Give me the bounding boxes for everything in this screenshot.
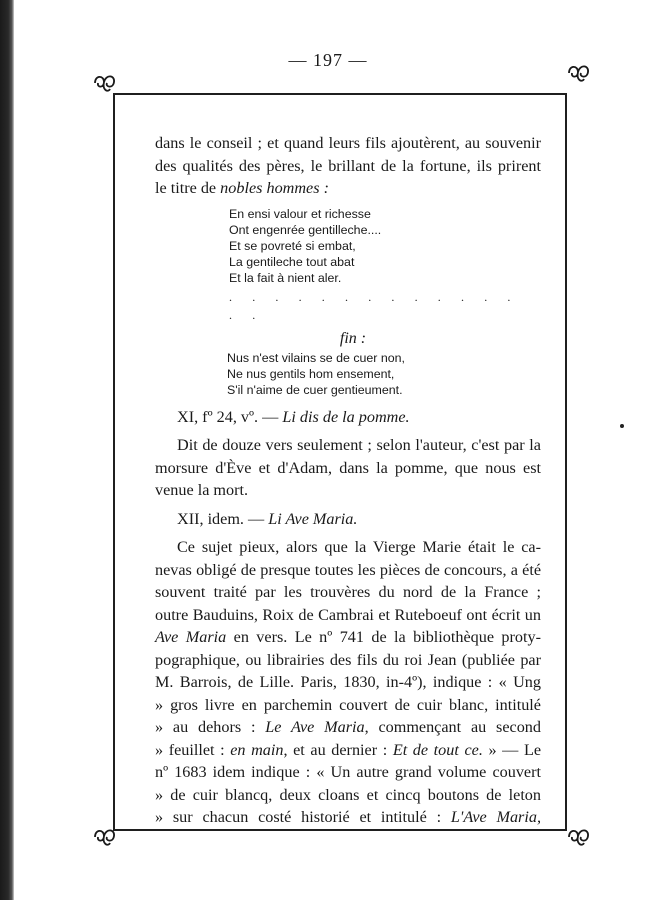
text-span: le titre de [155, 179, 221, 197]
spacer [155, 398, 541, 406]
text-line: » de cuir blancq, deux cloans et cincq boutons de leton [155, 785, 541, 804]
text-line [155, 177, 541, 200]
text-span: XI, fº 24, vº. — [177, 407, 283, 426]
italic-phrase: L'Ave Maria, [450, 808, 541, 826]
book-binding-edge [0, 0, 14, 900]
text-line: nevas obligé de presque toutes les pièces de concours, a été [155, 560, 541, 579]
italic-phrase: en main [230, 740, 284, 759]
italic-phrase: Le Ave Maria [265, 718, 365, 736]
text-span: en vers. Le nº 741 de la bibliothèque proty- [226, 628, 541, 646]
text-line: souvent traité par les trouvères du nord de la France ; [155, 583, 541, 601]
text-line: venue la mort. [155, 481, 249, 499]
verse-line: S'il n'aime de cuer gentieument. [227, 382, 403, 397]
corner-ornament-icon [92, 826, 118, 848]
italic-title: Li dis de la pomme. [282, 407, 410, 426]
verse-line: La gentileche tout abat [229, 254, 355, 269]
verse-line: Et se povreté si embat, [229, 238, 356, 253]
page-number: — 197 — [288, 50, 368, 70]
text-line: nº 1683 idem indique : « Un autre grand volume couvert [155, 763, 541, 781]
italic-phrase: Et de tout ce. [392, 740, 483, 759]
fin-label: fin : [339, 329, 367, 347]
verse-line: Nus n'est vilains se de cuer non, [227, 350, 405, 365]
text-span: , commençant au second [364, 718, 541, 736]
text-line: pographique, ou librairies des fils du roi Jean (publiée par [155, 650, 541, 669]
text-line: M. Barrois, de Lille. Paris, 1830, in-4º), indique : « Ung [155, 673, 541, 691]
text-span: » — Le [482, 740, 542, 759]
ink-speck [620, 424, 624, 428]
text-span: , et au dernier : [283, 740, 393, 759]
corner-ornament-icon [566, 62, 592, 84]
text-line: outre Bauduins, Roix de Cambrai et Ruteboeuf ont écrit un [155, 605, 541, 624]
corner-ornament-icon [92, 72, 118, 94]
text-line: » gros livre en parchemin couvert de cuir blanc, intitulé [155, 695, 541, 714]
verse-line: Ne nus gentils hom ensement, [227, 366, 395, 381]
text-line [155, 716, 541, 739]
text-line [155, 806, 541, 829]
text-line [155, 626, 541, 649]
italic-title: Li Ave Maria. [268, 509, 358, 528]
text-line [155, 739, 541, 762]
text-line: Ce sujet pieux, alors que la Vierge Marie était le ca- [177, 538, 541, 556]
section-heading-xi [155, 406, 541, 429]
text-line: Dit de douze vers seulement ; selon l'auteur, c'est par la [177, 436, 541, 454]
section-heading-xii [155, 508, 541, 531]
text-span: » au dehors : [155, 718, 266, 736]
text-span: XII, idem. — [177, 509, 269, 528]
text-span: » sur chacun costé historié et intitulé : [155, 808, 451, 826]
verse-line: Ont engenrée gentilleche.... [229, 222, 382, 237]
text-span: » feuillet : [155, 740, 231, 759]
text-line: des qualités des pères, le brillant de la fortune, ils prirent [155, 156, 541, 175]
text-line: dans le conseil ; et quand leurs fils ajoutèrent, au souvenir [155, 134, 541, 152]
verse-line: En ensi valour et richesse [229, 206, 371, 221]
corner-ornament-icon [566, 826, 592, 848]
text-line: morsure d'Ève et d'Adam, dans la pomme, que nous est [155, 458, 541, 477]
italic-phrase: nobles hommes : [220, 179, 329, 197]
ellipsis-dots: . . . . . . . . . . . . . . . [229, 289, 519, 322]
verse-line: Et la fait à nient aler. [229, 270, 342, 285]
italic-phrase: Ave Maria [155, 628, 227, 646]
main-text [155, 132, 541, 829]
